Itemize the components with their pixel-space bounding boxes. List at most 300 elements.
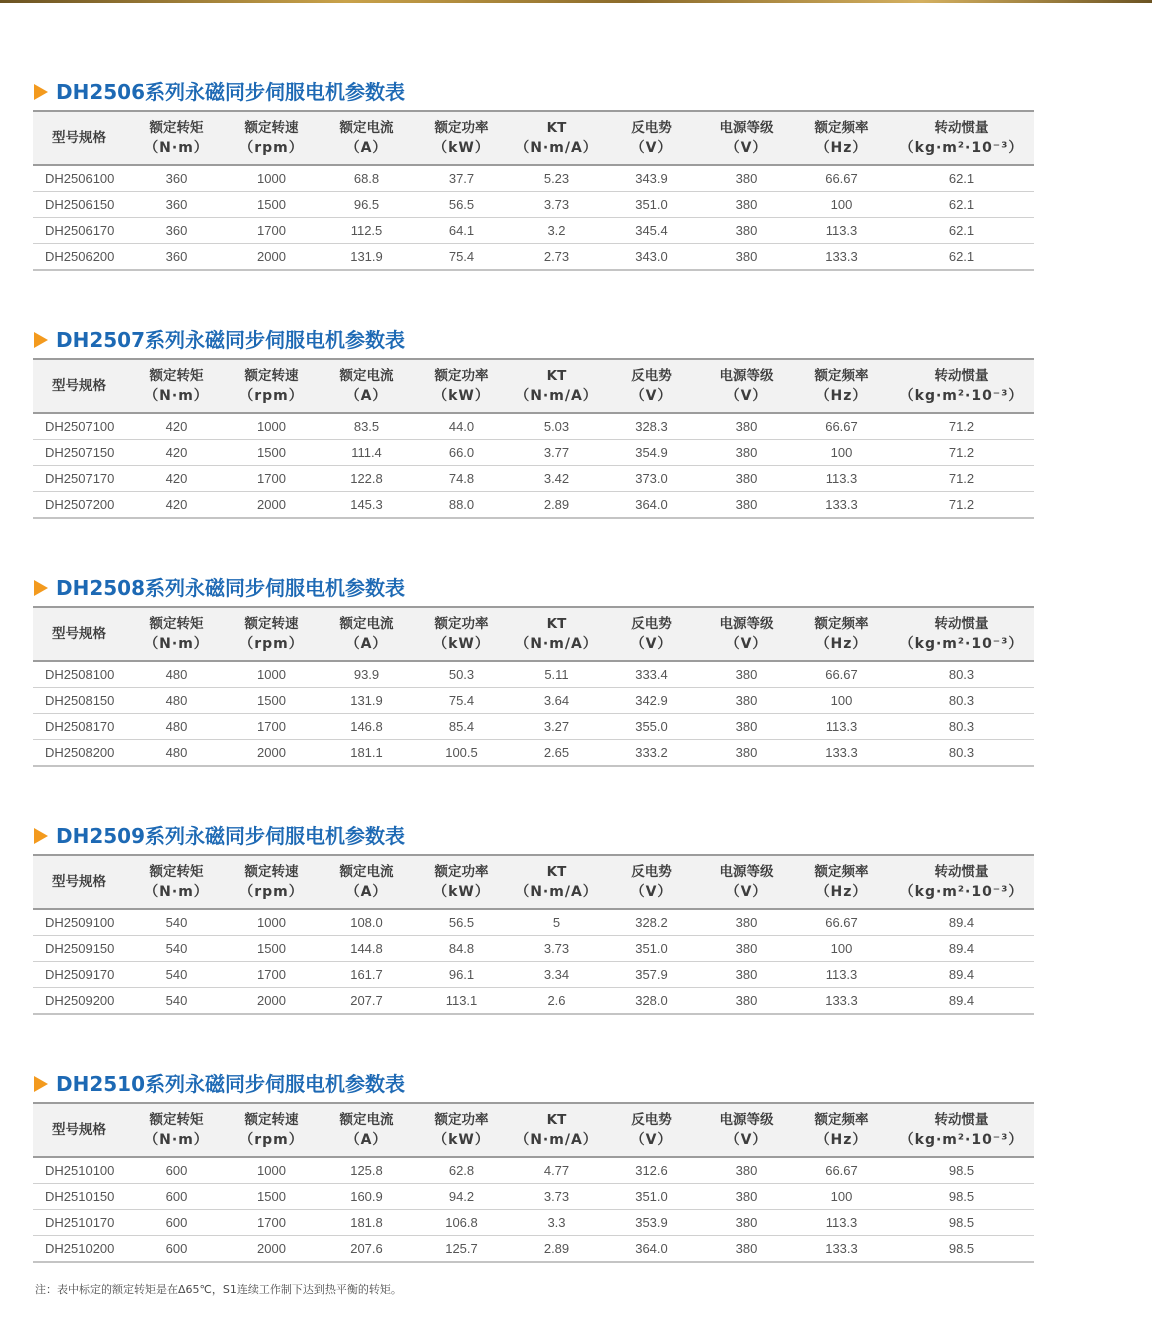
table-cell: 333.2 (604, 740, 699, 767)
column-header (224, 855, 319, 909)
column-header-name: 型号规格 (52, 874, 106, 890)
table-cell: 160.9 (319, 1184, 414, 1210)
table-cell: 1500 (224, 1184, 319, 1210)
parameter-table (33, 110, 1034, 271)
column-header-name: 反电势 (631, 864, 672, 880)
column-header-unit: （kW） (433, 388, 490, 404)
table-cell: 62.1 (889, 165, 1034, 192)
table-cell: 355.0 (604, 714, 699, 740)
table-cell: 108.0 (319, 909, 414, 936)
model-cell: DH2507150 (33, 440, 129, 466)
column-header-unit: （A） (345, 1132, 388, 1148)
column-header-name: 反电势 (631, 1112, 672, 1128)
table-cell: 4.77 (509, 1157, 604, 1184)
column-header-name: 型号规格 (52, 378, 106, 394)
table-cell: 380 (699, 1184, 794, 1210)
table-cell: 420 (129, 440, 224, 466)
column-header-name: 转动惯量 (934, 864, 989, 880)
column-header (699, 607, 794, 661)
column-header-unit: （kW） (433, 884, 490, 900)
table-cell: 112.5 (319, 218, 414, 244)
model-cell: DH2509170 (33, 962, 129, 988)
orange-triangle-icon (34, 332, 48, 348)
column-header-name: KT (546, 120, 567, 136)
column-header-unit: （V） (630, 884, 673, 900)
table-cell: 380 (699, 988, 794, 1015)
table-header-row (33, 111, 1034, 165)
column-header-name: KT (546, 368, 567, 384)
table-cell: 113.3 (794, 466, 889, 492)
column-header-name: 额定转速 (244, 368, 299, 384)
table-cell: 113.3 (794, 218, 889, 244)
table-cell: 133.3 (794, 1236, 889, 1263)
column-header (604, 111, 699, 165)
table-cell: 66.67 (794, 413, 889, 440)
column-header (319, 855, 414, 909)
table-cell: 380 (699, 661, 794, 688)
table-cell: 2000 (224, 740, 319, 767)
table-cell: 333.4 (604, 661, 699, 688)
table-cell: 89.4 (889, 936, 1034, 962)
table-row (33, 661, 1034, 688)
table-row (33, 962, 1034, 988)
column-header-unit: （V） (630, 388, 673, 404)
table-cell: 80.3 (889, 740, 1034, 767)
table-row (33, 936, 1034, 962)
column-header-name: 反电势 (631, 616, 672, 632)
column-header-name: KT (546, 864, 567, 880)
column-header (319, 607, 414, 661)
table-cell: 71.2 (889, 413, 1034, 440)
table-row (33, 1157, 1034, 1184)
column-header-unit: （N·m/A） (515, 388, 598, 404)
table-cell: 600 (129, 1236, 224, 1263)
table-cell: 44.0 (414, 413, 509, 440)
table-cell: 480 (129, 661, 224, 688)
table-cell: 1500 (224, 192, 319, 218)
table-cell: 1000 (224, 661, 319, 688)
table-cell: 144.8 (319, 936, 414, 962)
table-cell: 360 (129, 244, 224, 271)
table-cell: 2000 (224, 244, 319, 271)
column-header-unit: （kg·m²·10⁻³） (899, 1132, 1024, 1148)
column-header-unit: （Hz） (815, 388, 868, 404)
column-header-unit: （N·m） (144, 1132, 209, 1148)
column-header-name: 反电势 (631, 368, 672, 384)
table-cell: 380 (699, 165, 794, 192)
table-row (33, 740, 1034, 767)
table-cell: 131.9 (319, 688, 414, 714)
table-cell: 3.73 (509, 936, 604, 962)
column-header (889, 1103, 1034, 1157)
table-cell: 328.0 (604, 988, 699, 1015)
table-cell: 2000 (224, 988, 319, 1015)
table-cell: 62.8 (414, 1157, 509, 1184)
column-header (319, 111, 414, 165)
column-header-unit: （V） (725, 388, 768, 404)
column-header (33, 1103, 129, 1157)
column-header-name: 反电势 (631, 120, 672, 136)
table-cell: 3.27 (509, 714, 604, 740)
column-header (129, 607, 224, 661)
table-cell: 100 (794, 1184, 889, 1210)
column-header-name: 额定转速 (244, 864, 299, 880)
table-cell: 3.42 (509, 466, 604, 492)
column-header-unit: （V） (725, 140, 768, 156)
table-cell: 351.0 (604, 192, 699, 218)
model-cell: DH2510150 (33, 1184, 129, 1210)
column-header-name: 额定转速 (244, 120, 299, 136)
column-header-name: 型号规格 (52, 1122, 106, 1138)
table-cell: 62.1 (889, 244, 1034, 271)
table-cell: 540 (129, 909, 224, 936)
table-cell: 600 (129, 1157, 224, 1184)
table-cell: 1500 (224, 688, 319, 714)
column-header-name: 额定转矩 (149, 1112, 204, 1128)
column-header (129, 111, 224, 165)
table-cell: 98.5 (889, 1157, 1034, 1184)
table-cell: 420 (129, 466, 224, 492)
table-row (33, 466, 1034, 492)
column-header-unit: （V） (725, 636, 768, 652)
column-header-unit: （A） (345, 388, 388, 404)
table-cell: 146.8 (319, 714, 414, 740)
column-header (509, 359, 604, 413)
column-header-name: 额定电流 (339, 864, 394, 880)
table-cell: 364.0 (604, 492, 699, 519)
table-cell: 2.6 (509, 988, 604, 1015)
table-cell: 71.2 (889, 440, 1034, 466)
table-cell: 66.67 (794, 165, 889, 192)
column-header-unit: （kW） (433, 140, 490, 156)
column-header-name: 额定功率 (434, 864, 489, 880)
table-cell: 100 (794, 936, 889, 962)
table-cell: 380 (699, 1236, 794, 1263)
table-cell: 75.4 (414, 688, 509, 714)
column-header (414, 111, 509, 165)
table-cell: 380 (699, 962, 794, 988)
column-header-name: 额定频率 (814, 120, 869, 136)
table-cell: 100.5 (414, 740, 509, 767)
table-cell: 380 (699, 740, 794, 767)
table-cell: 98.5 (889, 1236, 1034, 1263)
parameter-table-section (33, 823, 1034, 1008)
table-cell: 100 (794, 688, 889, 714)
table-cell: 3.2 (509, 218, 604, 244)
column-header (414, 1103, 509, 1157)
table-cell: 357.9 (604, 962, 699, 988)
table-header-row (33, 1103, 1034, 1157)
column-header-name: KT (546, 1112, 567, 1128)
table-cell: 380 (699, 244, 794, 271)
table-row (33, 413, 1034, 440)
table-row (33, 1210, 1034, 1236)
table-cell: 89.4 (889, 962, 1034, 988)
table-cell: 98.5 (889, 1210, 1034, 1236)
table-cell: 1700 (224, 218, 319, 244)
section-title (33, 575, 1034, 601)
table-cell: 380 (699, 688, 794, 714)
table-cell: 96.5 (319, 192, 414, 218)
column-header-unit: （A） (345, 884, 388, 900)
table-row (33, 165, 1034, 192)
column-header-name: 转动惯量 (934, 1112, 989, 1128)
table-header-row (33, 607, 1034, 661)
column-header-name: 额定功率 (434, 368, 489, 384)
table-cell: 360 (129, 192, 224, 218)
table-cell: 360 (129, 218, 224, 244)
table-cell: 1000 (224, 165, 319, 192)
table-cell: 342.9 (604, 688, 699, 714)
column-header (33, 855, 129, 909)
column-header-name: 额定频率 (814, 864, 869, 880)
section-title (33, 79, 1034, 105)
column-header (224, 111, 319, 165)
column-header (509, 1103, 604, 1157)
section-title (33, 327, 1034, 353)
table-cell: 100 (794, 440, 889, 466)
table-cell: 80.3 (889, 661, 1034, 688)
table-row (33, 218, 1034, 244)
column-header (889, 607, 1034, 661)
table-cell: 71.2 (889, 492, 1034, 519)
model-cell: DH2506100 (33, 165, 129, 192)
table-cell: 161.7 (319, 962, 414, 988)
column-header (319, 1103, 414, 1157)
column-header-name: 额定转速 (244, 616, 299, 632)
table-cell: 68.8 (319, 165, 414, 192)
column-header-name: 转动惯量 (934, 368, 989, 384)
column-header (889, 855, 1034, 909)
table-cell: 351.0 (604, 936, 699, 962)
column-header-name: 额定功率 (434, 616, 489, 632)
model-cell: DH2508150 (33, 688, 129, 714)
table-cell: 480 (129, 714, 224, 740)
column-header-unit: （V） (630, 1132, 673, 1148)
parameter-table-section (33, 327, 1034, 512)
column-header-unit: （N·m/A） (515, 884, 598, 900)
table-header-row (33, 359, 1034, 413)
table-row (33, 714, 1034, 740)
table-cell: 1000 (224, 1157, 319, 1184)
table-cell: 351.0 (604, 1184, 699, 1210)
table-cell: 113.3 (794, 714, 889, 740)
column-header-name: 额定转矩 (149, 616, 204, 632)
column-header-name: 转动惯量 (934, 120, 989, 136)
table-cell: 71.2 (889, 466, 1034, 492)
table-cell: 64.1 (414, 218, 509, 244)
table-cell: 5.23 (509, 165, 604, 192)
table-cell: 89.4 (889, 909, 1034, 936)
table-cell: 328.2 (604, 909, 699, 936)
section-title (33, 823, 1034, 849)
column-header (224, 1103, 319, 1157)
table-cell: 5.11 (509, 661, 604, 688)
column-header (129, 1103, 224, 1157)
model-cell: DH2506170 (33, 218, 129, 244)
table-cell: 122.8 (319, 466, 414, 492)
table-cell: 380 (699, 936, 794, 962)
column-header (794, 855, 889, 909)
table-cell: 207.6 (319, 1236, 414, 1263)
table-cell: 66.67 (794, 1157, 889, 1184)
table-cell: 540 (129, 936, 224, 962)
table-cell: 94.2 (414, 1184, 509, 1210)
footnote: 注：表中标定的额定转矩是在Δ65℃，S1连续工作制下达到热平衡的转矩。 (35, 1283, 402, 1296)
column-header-unit: （V） (725, 884, 768, 900)
table-cell: 345.4 (604, 218, 699, 244)
column-header (604, 855, 699, 909)
column-header-unit: （N·m/A） (515, 140, 598, 156)
table-cell: 354.9 (604, 440, 699, 466)
column-header-unit: （rpm） (239, 140, 304, 156)
column-header-unit: （Hz） (815, 636, 868, 652)
column-header-name: 电源等级 (719, 864, 774, 880)
column-header-unit: （kg·m²·10⁻³） (899, 636, 1024, 652)
table-cell: 106.8 (414, 1210, 509, 1236)
column-header (794, 359, 889, 413)
table-cell: 66.0 (414, 440, 509, 466)
table-cell: 380 (699, 909, 794, 936)
column-header-name: 额定频率 (814, 1112, 869, 1128)
table-cell: 2000 (224, 1236, 319, 1263)
column-header (604, 1103, 699, 1157)
table-row (33, 192, 1034, 218)
column-header-unit: （kg·m²·10⁻³） (899, 884, 1024, 900)
table-cell: 125.8 (319, 1157, 414, 1184)
table-cell: 540 (129, 988, 224, 1015)
table-cell: 380 (699, 466, 794, 492)
table-cell: 98.5 (889, 1184, 1034, 1210)
table-cell: 80.3 (889, 688, 1034, 714)
table-cell: 133.3 (794, 740, 889, 767)
column-header-unit: （A） (345, 140, 388, 156)
column-header-unit: （kW） (433, 636, 490, 652)
column-header-name: 额定转速 (244, 1112, 299, 1128)
table-cell: 62.1 (889, 192, 1034, 218)
table-row (33, 1236, 1034, 1263)
table-cell: 380 (699, 440, 794, 466)
parameter-table (33, 606, 1034, 767)
table-cell: 2.89 (509, 1236, 604, 1263)
table-cell: 74.8 (414, 466, 509, 492)
table-cell: 111.4 (319, 440, 414, 466)
table-cell: 56.5 (414, 909, 509, 936)
column-header-name: 额定功率 (434, 1112, 489, 1128)
model-cell: DH2508170 (33, 714, 129, 740)
column-header (604, 359, 699, 413)
column-header-unit: （A） (345, 636, 388, 652)
table-row (33, 492, 1034, 519)
model-cell: DH2508200 (33, 740, 129, 767)
column-header-name: 额定功率 (434, 120, 489, 136)
table-cell: 380 (699, 1210, 794, 1236)
column-header (319, 359, 414, 413)
table-cell: 113.3 (794, 962, 889, 988)
table-cell: 207.7 (319, 988, 414, 1015)
column-header (33, 111, 129, 165)
table-cell: 2000 (224, 492, 319, 519)
table-cell: 100 (794, 192, 889, 218)
table-cell: 80.3 (889, 714, 1034, 740)
column-header-unit: （rpm） (239, 1132, 304, 1148)
column-header (224, 607, 319, 661)
column-header-name: 额定电流 (339, 368, 394, 384)
table-cell: 66.67 (794, 909, 889, 936)
table-cell: 364.0 (604, 1236, 699, 1263)
section-title-text: DH2506系列永磁同步伺服电机参数表 (56, 80, 406, 104)
column-header (33, 607, 129, 661)
table-cell: 2.89 (509, 492, 604, 519)
parameter-table (33, 358, 1034, 519)
table-cell: 113.1 (414, 988, 509, 1015)
column-header-name: 额定频率 (814, 616, 869, 632)
table-cell: 480 (129, 688, 224, 714)
table-cell: 133.3 (794, 988, 889, 1015)
column-header-unit: （N·m） (144, 388, 209, 404)
column-header-unit: （N·m） (144, 140, 209, 156)
column-header-name: 型号规格 (52, 130, 106, 146)
table-cell: 3.34 (509, 962, 604, 988)
parameter-table (33, 854, 1034, 1015)
model-cell: DH2510200 (33, 1236, 129, 1263)
column-header (604, 607, 699, 661)
model-cell: DH2506200 (33, 244, 129, 271)
column-header-name: 额定电流 (339, 120, 394, 136)
column-header (33, 359, 129, 413)
table-cell: 343.0 (604, 244, 699, 271)
table-cell: 380 (699, 192, 794, 218)
table-cell: 181.8 (319, 1210, 414, 1236)
column-header (794, 1103, 889, 1157)
column-header (699, 111, 794, 165)
orange-triangle-icon (34, 828, 48, 844)
model-cell: DH2509150 (33, 936, 129, 962)
column-header (509, 855, 604, 909)
orange-triangle-icon (34, 580, 48, 596)
section-title-text: DH2508系列永磁同步伺服电机参数表 (56, 576, 406, 600)
column-header (414, 607, 509, 661)
column-header (129, 855, 224, 909)
section-title (33, 1071, 1034, 1097)
model-cell: DH2509200 (33, 988, 129, 1015)
table-cell: 380 (699, 492, 794, 519)
table-cell: 181.1 (319, 740, 414, 767)
table-cell: 600 (129, 1184, 224, 1210)
table-row (33, 909, 1034, 936)
table-cell: 83.5 (319, 413, 414, 440)
column-header-unit: （N·m/A） (515, 1132, 598, 1148)
table-cell: 480 (129, 740, 224, 767)
model-cell: DH2507200 (33, 492, 129, 519)
table-cell: 2.73 (509, 244, 604, 271)
table-row (33, 988, 1034, 1015)
table-cell: 380 (699, 714, 794, 740)
column-header (889, 111, 1034, 165)
column-header-unit: （N·m） (144, 636, 209, 652)
table-cell: 37.7 (414, 165, 509, 192)
column-header (794, 111, 889, 165)
table-cell: 1500 (224, 440, 319, 466)
table-cell: 89.4 (889, 988, 1034, 1015)
column-header-name: 额定转矩 (149, 864, 204, 880)
table-cell: 343.9 (604, 165, 699, 192)
table-cell: 2.65 (509, 740, 604, 767)
table-cell: 3.3 (509, 1210, 604, 1236)
column-header-unit: （V） (630, 636, 673, 652)
table-cell: 125.7 (414, 1236, 509, 1263)
table-row (33, 1184, 1034, 1210)
